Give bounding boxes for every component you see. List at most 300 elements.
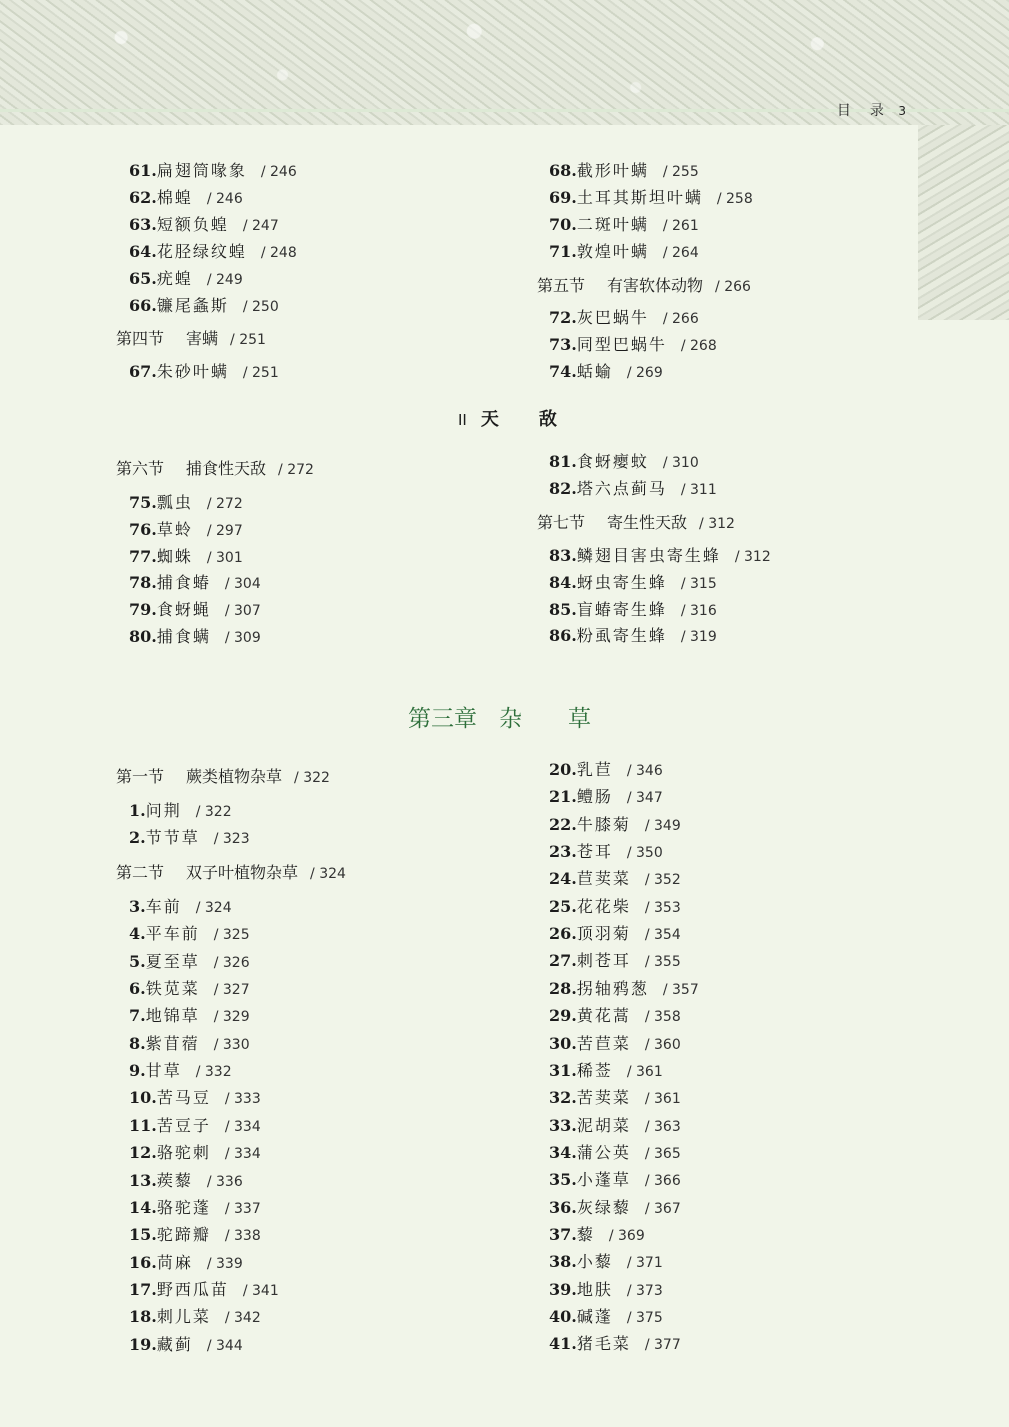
entry-page: / 304: [224, 576, 261, 593]
toc-entry: [549, 240, 699, 264]
toc-entry: [549, 186, 753, 210]
entry-page: / 334: [224, 1118, 261, 1135]
entry-number: 76.: [129, 519, 157, 539]
part-title-b: 敌: [538, 409, 557, 430]
entry-page: / 367: [644, 1200, 681, 1217]
entry-title: 塔六点蓟马: [576, 479, 667, 498]
entry-number: 39.: [549, 1279, 577, 1299]
entry-number: 82.: [549, 479, 577, 498]
entry-page: / 268: [680, 338, 717, 354]
entry-page: / 347: [626, 790, 663, 807]
entry-title: 平车前: [145, 924, 200, 944]
entry-number: 17.: [129, 1279, 157, 1299]
entry-page: / 258: [716, 191, 753, 207]
entry-page: / 319: [680, 629, 717, 646]
chapter-title-b: 草: [568, 706, 591, 732]
section-heading: [116, 764, 330, 790]
toc-entry: [129, 545, 243, 569]
section-page: / 266: [715, 279, 751, 295]
entry-page: / 264: [662, 245, 699, 261]
entry-page: / 307: [224, 603, 261, 620]
entry-title: 小蓬草: [576, 1170, 631, 1190]
toc-entry: [129, 491, 243, 515]
entry-title: 蛞蝓: [576, 362, 613, 381]
entry-title: 拐轴鸦葱: [576, 978, 649, 998]
entry-number: 34.: [549, 1142, 577, 1162]
entry-page: / 266: [662, 311, 699, 327]
entry-page: / 360: [644, 1036, 681, 1053]
section-title: 害螨: [186, 329, 219, 348]
entry-title: 扁翅筒喙象: [156, 161, 247, 180]
section-heading: [116, 326, 266, 352]
entry-page: / 336: [206, 1173, 243, 1190]
entry-page: / 297: [206, 522, 243, 539]
entry-page: / 346: [626, 763, 663, 779]
toc-entry: [129, 294, 279, 318]
toc-entry: [129, 950, 250, 974]
entry-page: / 330: [213, 1036, 250, 1053]
entry-title: 苦苣菜: [576, 1033, 631, 1053]
entry-title: 紫苜蓿: [145, 1033, 200, 1053]
entry-page: / 261: [662, 218, 699, 234]
entry-number: 7.: [129, 1006, 146, 1026]
entry-number: 20.: [549, 760, 577, 779]
entry-title: 鳢肠: [576, 787, 613, 807]
toc-entry: [549, 1278, 663, 1302]
section-heading: [537, 510, 735, 536]
entry-page: / 246: [206, 191, 243, 207]
entry-title: 刺苍耳: [576, 951, 631, 971]
section-heading: [537, 273, 751, 299]
entry-number: 12.: [129, 1143, 157, 1163]
running-header: [837, 100, 907, 120]
section-page: / 272: [278, 462, 314, 478]
page-number: 3: [898, 104, 907, 118]
entry-number: 9.: [129, 1061, 146, 1081]
entry-number: 31.: [549, 1060, 577, 1080]
toc-entry: [549, 1196, 681, 1220]
toc-entry: [549, 867, 681, 891]
entry-page: / 355: [644, 954, 681, 971]
entry-title: 节节草: [145, 828, 200, 847]
entry-page: / 337: [224, 1200, 261, 1217]
toc-entry: [549, 1332, 681, 1356]
section-label: 第四节: [116, 329, 165, 348]
entry-number: 24.: [549, 869, 577, 889]
toc-entry: [549, 159, 699, 183]
entry-title: 苍耳: [576, 842, 613, 862]
toc-entry: [129, 213, 279, 237]
entry-number: 86.: [549, 626, 577, 646]
toc-entry: [549, 306, 699, 330]
section-heading: [116, 456, 314, 482]
section-page: / 324: [310, 866, 346, 882]
entry-title: 蒲公英: [576, 1142, 631, 1162]
entry-title: 地锦草: [145, 1006, 200, 1026]
entry-number: 79.: [129, 600, 157, 620]
entry-number: 22.: [549, 814, 577, 834]
entry-page: / 353: [644, 899, 681, 916]
entry-title: 泥胡菜: [576, 1115, 631, 1135]
entry-title: 碱蓬: [576, 1307, 613, 1326]
toc-entry: [549, 360, 663, 384]
entry-number: 62.: [129, 188, 157, 207]
entry-page: / 361: [644, 1091, 681, 1108]
entry-title: 土耳其斯坦叶螨: [576, 188, 703, 207]
entry-title: 花花柴: [576, 896, 631, 916]
entry-page: / 301: [206, 549, 243, 566]
entry-title: 问荆: [145, 801, 182, 820]
entry-title: 蒺藜: [156, 1170, 193, 1190]
entry-number: 78.: [129, 573, 157, 593]
entry-page: / 327: [213, 982, 250, 999]
entry-page: / 341: [242, 1282, 279, 1299]
toc-entry: [549, 1141, 681, 1165]
toc-entry: [549, 571, 717, 595]
entry-number: 27.: [549, 951, 577, 971]
toc-entry: [129, 1059, 232, 1083]
toc-entry: [129, 625, 261, 649]
toc-entry: [549, 213, 699, 237]
entry-title: 黄花蒿: [576, 1006, 631, 1026]
toc-entry: [549, 1305, 663, 1329]
entry-number: 68.: [549, 161, 577, 180]
entry-page: / 310: [662, 455, 699, 471]
section-label: 第二节: [116, 863, 165, 882]
entry-title: 夏至草: [145, 951, 200, 971]
section-title: 有害软体动物: [607, 276, 704, 295]
entry-title: 灰绿藜: [576, 1197, 631, 1217]
entry-page: / 354: [644, 927, 681, 944]
toc-entry: [129, 598, 261, 622]
entry-page: / 248: [260, 245, 297, 261]
entry-number: 4.: [129, 924, 146, 944]
entry-page: / 373: [626, 1282, 663, 1299]
entry-title: 顶羽菊: [576, 924, 631, 944]
entry-title: 截形叶螨: [576, 161, 649, 180]
entry-page: / 350: [626, 845, 663, 862]
entry-page: / 250: [242, 299, 279, 315]
entry-title: 瓢虫: [156, 493, 193, 512]
entry-number: 66.: [129, 296, 157, 315]
header-label-b: 录: [869, 103, 885, 119]
entry-page: / 309: [224, 630, 261, 646]
entry-page: / 325: [213, 927, 250, 944]
entry-number: 25.: [549, 896, 577, 916]
entry-number: 75.: [129, 493, 157, 512]
section-page: / 251: [230, 332, 266, 348]
entry-number: 15.: [129, 1225, 157, 1245]
toc-entry: [129, 571, 261, 595]
toc-entry: [549, 333, 717, 357]
entry-title: 驼蹄瓣: [156, 1225, 211, 1245]
entry-title: 棉蝗: [156, 188, 193, 207]
toc-entry: [549, 1114, 681, 1138]
entry-title: 乳苣: [576, 760, 613, 779]
entry-page: / 311: [680, 482, 717, 498]
entry-number: 8.: [129, 1033, 146, 1053]
entry-number: 19.: [129, 1334, 157, 1354]
part-numeral: II: [458, 411, 467, 429]
entry-page: / 249: [206, 272, 243, 288]
entry-number: 38.: [549, 1252, 577, 1272]
entry-page: / 323: [213, 831, 250, 847]
entry-page: / 247: [242, 218, 279, 234]
entry-number: 69.: [549, 188, 577, 207]
entry-title: 灰巴蜗牛: [576, 308, 649, 327]
entry-number: 14.: [129, 1197, 157, 1217]
toc-entry: [129, 186, 243, 210]
entry-page: / 375: [626, 1310, 663, 1326]
entry-number: 67.: [129, 362, 157, 381]
toc-entry: [129, 1004, 250, 1028]
section-page: / 322: [294, 770, 330, 786]
toc-entry: [549, 624, 717, 648]
toc-entry: [549, 1168, 681, 1192]
entry-page: / 324: [195, 900, 232, 916]
entry-title: 花胫绿纹蝗: [156, 242, 247, 261]
entry-title: 疣蝗: [156, 269, 193, 288]
entry-number: 81.: [549, 452, 577, 471]
entry-number: 11.: [129, 1115, 157, 1135]
entry-title: 镰尾螽斯: [156, 296, 229, 315]
entry-number: 84.: [549, 572, 577, 592]
toc-entry: [549, 977, 699, 1001]
entry-page: / 326: [213, 954, 250, 971]
toc-entry: [129, 159, 297, 183]
entry-number: 3.: [129, 897, 146, 916]
entry-title: 藏蓟: [156, 1334, 193, 1354]
entry-number: 70.: [549, 215, 577, 234]
entry-page: / 315: [680, 575, 717, 592]
toc-entry: [549, 813, 681, 837]
entry-number: 23.: [549, 842, 577, 862]
header-label-a: 目: [836, 103, 852, 119]
entry-title: 短额负蝗: [156, 215, 229, 234]
entry-page: / 365: [644, 1145, 681, 1162]
entry-page: / 344: [206, 1337, 243, 1354]
entry-number: 83.: [549, 546, 577, 565]
entry-number: 33.: [549, 1115, 577, 1135]
toc-entry: [549, 895, 681, 919]
toc-entry: [549, 1032, 681, 1056]
section-page: / 312: [699, 516, 735, 532]
entry-page: / 377: [644, 1337, 681, 1354]
entry-title: 野西瓜苗: [156, 1279, 229, 1299]
entry-page: / 342: [224, 1310, 261, 1327]
chapter-title-a: 杂: [499, 706, 522, 732]
entry-page: / 361: [626, 1063, 663, 1080]
entry-title: 蚜虫寄生蜂: [576, 572, 667, 592]
entry-title: 鳞翅目害虫寄生蜂: [576, 546, 721, 565]
toc-entry: [549, 1250, 663, 1274]
entry-number: 40.: [549, 1307, 577, 1326]
entry-title: 铁苋菜: [145, 979, 200, 999]
toc-entry: [129, 1086, 261, 1110]
part-title-a: 天: [480, 409, 499, 430]
entry-number: 16.: [129, 1252, 157, 1272]
entry-number: 36.: [549, 1197, 577, 1217]
entry-page: / 312: [734, 549, 771, 565]
toc-entry: [129, 1114, 261, 1138]
toc-entry: [129, 360, 279, 384]
entry-page: / 357: [662, 981, 699, 998]
section-label: 第一节: [116, 767, 165, 786]
entry-number: 35.: [549, 1170, 577, 1190]
toc-entry: [549, 840, 663, 864]
toc-entry: [129, 1169, 243, 1193]
section-label: 第五节: [537, 276, 586, 295]
entry-title: 盲蝽寄生蜂: [576, 599, 667, 619]
toc-entry: [549, 450, 699, 474]
entry-number: 1.: [129, 801, 146, 820]
toc-entry: [549, 598, 717, 622]
toc-entry: [129, 1223, 261, 1247]
entry-title: 牛膝菊: [576, 814, 631, 834]
toc-entry: [549, 1059, 663, 1083]
entry-number: 80.: [129, 627, 157, 646]
toc-entry: [129, 1196, 261, 1220]
entry-page: / 334: [224, 1146, 261, 1163]
entry-number: 74.: [549, 362, 577, 381]
section-heading: [116, 860, 346, 886]
toc-entry: [549, 1004, 681, 1028]
entry-title: 藜: [576, 1224, 595, 1244]
toc-entry: [129, 922, 250, 946]
toc-entry: [549, 949, 681, 973]
entry-number: 2.: [129, 828, 146, 847]
entry-page: / 358: [644, 1009, 681, 1026]
entry-page: / 363: [644, 1118, 681, 1135]
entry-title: 苦马豆: [156, 1088, 211, 1108]
entry-number: 6.: [129, 979, 146, 999]
entry-page: / 338: [224, 1228, 261, 1245]
entry-page: / 322: [195, 804, 232, 820]
section-label: 第六节: [116, 459, 165, 478]
entry-title: 骆驼蓬: [156, 1197, 211, 1217]
entry-title: 稀莶: [576, 1060, 613, 1080]
entry-number: 5.: [129, 951, 146, 971]
section-title: 双子叶植物杂草: [186, 863, 299, 882]
entry-page: / 316: [680, 602, 717, 619]
toc-entry: [549, 785, 663, 809]
toc-entry: [129, 267, 243, 291]
entry-title: 甘草: [145, 1061, 182, 1081]
toc-entry: [129, 895, 232, 919]
entry-page: / 352: [644, 872, 681, 889]
entry-number: 32.: [549, 1088, 577, 1108]
entry-page: / 332: [195, 1064, 232, 1081]
toc-entry: [129, 799, 232, 823]
entry-title: 苦荬菜: [576, 1088, 631, 1108]
entry-title: 车前: [145, 897, 182, 916]
entry-number: 71.: [549, 242, 577, 261]
toc-entry: [129, 1333, 243, 1357]
entry-title: 刺儿菜: [156, 1307, 211, 1327]
entry-number: 21.: [549, 787, 577, 807]
entry-number: 13.: [129, 1170, 157, 1190]
toc-entry: [549, 1223, 645, 1247]
entry-title: 食蚜蝇: [156, 600, 211, 620]
section-title: 蕨类植物杂草: [186, 767, 283, 786]
entry-page: / 369: [608, 1227, 645, 1244]
section-title: 捕食性天敌: [186, 459, 267, 478]
entry-number: 64.: [129, 242, 157, 261]
entry-number: 30.: [549, 1033, 577, 1053]
entry-number: 65.: [129, 269, 157, 288]
entry-page: / 269: [626, 365, 663, 381]
entry-page: / 339: [206, 1255, 243, 1272]
entry-page: / 333: [224, 1091, 261, 1108]
toc-entry: [129, 826, 250, 850]
toc-entry: [549, 922, 681, 946]
entry-number: 61.: [129, 161, 157, 180]
toc-entry: [129, 1305, 261, 1329]
entry-number: 18.: [129, 1307, 157, 1327]
toc-entry: [129, 518, 243, 542]
entry-number: 29.: [549, 1006, 577, 1026]
entry-number: 41.: [549, 1334, 577, 1354]
toc-entry: [129, 1032, 250, 1056]
toc-entry: [549, 544, 771, 568]
entry-title: 草蛉: [156, 519, 193, 539]
part-heading: [458, 405, 557, 431]
entry-title: 小藜: [576, 1252, 613, 1272]
entry-number: 63.: [129, 215, 157, 234]
entry-number: 28.: [549, 978, 577, 998]
entry-title: 同型巴蜗牛: [576, 335, 667, 354]
entry-title: 粉虱寄生蜂: [576, 626, 667, 646]
toc-entry: [129, 1278, 279, 1302]
toc-entry: [129, 240, 297, 264]
entry-page: / 349: [644, 817, 681, 834]
entry-page: / 366: [644, 1173, 681, 1190]
entry-title: 地肤: [576, 1279, 613, 1299]
entry-page: / 251: [242, 365, 279, 381]
toc-entry: [129, 1141, 261, 1165]
toc-entry: [549, 1086, 681, 1110]
chapter-label: 第三章: [408, 706, 477, 732]
entry-number: 72.: [549, 308, 577, 327]
entry-title: 捕食蝽: [156, 573, 211, 593]
entry-title: 苣荬菜: [576, 869, 631, 889]
toc-entry: [129, 1251, 243, 1275]
entry-title: 蜘蛛: [156, 546, 193, 566]
entry-page: / 246: [260, 164, 297, 180]
entry-title: 朱砂叶螨: [156, 362, 229, 381]
entry-number: 10.: [129, 1088, 157, 1108]
entry-number: 77.: [129, 546, 157, 566]
section-title: 寄生性天敌: [607, 513, 688, 532]
entry-page: / 329: [213, 1009, 250, 1026]
entry-title: 苘麻: [156, 1252, 193, 1272]
entry-page: / 255: [662, 164, 699, 180]
entry-number: 26.: [549, 924, 577, 944]
decorative-texture-side: [918, 125, 1009, 320]
entry-title: 敦煌叶螨: [576, 242, 649, 261]
entry-title: 骆驼刺: [156, 1143, 211, 1163]
entry-number: 85.: [549, 599, 577, 619]
entry-title: 苦豆子: [156, 1115, 211, 1135]
entry-page: / 371: [626, 1255, 663, 1272]
section-label: 第七节: [537, 513, 586, 532]
toc-entry: [129, 977, 250, 1001]
entry-title: 猪毛菜: [576, 1334, 631, 1354]
chapter-heading: [408, 700, 591, 733]
entry-title: 二斑叶螨: [576, 215, 649, 234]
toc-entry: [549, 477, 717, 501]
entry-title: 捕食螨: [156, 627, 211, 646]
